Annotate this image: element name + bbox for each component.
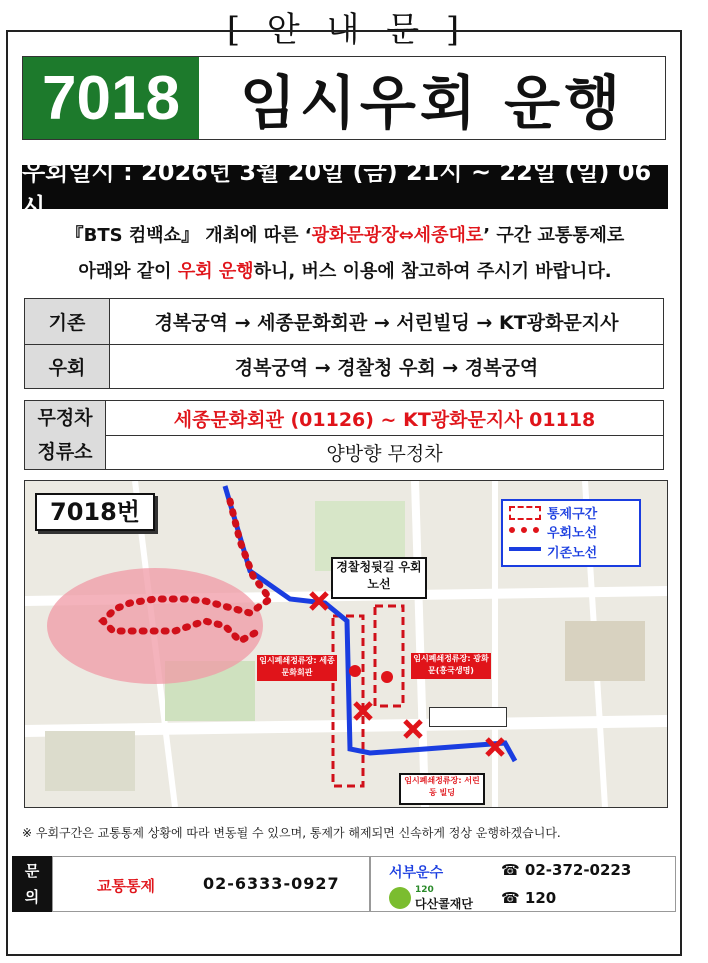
table-row: [25, 345, 664, 389]
header: [22, 56, 666, 140]
desc-highlight: 광화문광장⇔세종대로: [311, 225, 484, 246]
legend-label-control: 통제구간: [547, 507, 598, 522]
existing-route: 경복궁역 → 세종문화회관 → 서린빌딩 → KT광화문지사: [110, 299, 664, 345]
detour-area: [47, 568, 263, 684]
contact-section: [8, 856, 676, 912]
callout-stop-right: 임시폐쇄정류장: 광화문(흥국생명): [411, 653, 491, 679]
legend-label-existing: 기존노선: [547, 546, 598, 561]
callout-stop-left: 임시폐쇄정류장: 세종문화회관: [257, 655, 337, 681]
route-number: 7018: [23, 57, 199, 139]
detour-label: 우회: [25, 345, 110, 389]
legend-label-detour: 우회노선: [547, 526, 598, 541]
legend-swatch-existing: [509, 547, 541, 551]
nonstop-label-line2: 정류소: [37, 441, 93, 463]
nonstop-stops: 세종문화회관 (01126) ~ KT광화문지사 01118: [106, 401, 664, 436]
dasan-name: 다산콜재단: [415, 897, 473, 911]
route-table: [24, 298, 664, 389]
table-row: [25, 436, 664, 470]
contact-label: [12, 856, 52, 912]
map-legend: [501, 499, 641, 567]
dasan-number: 120: [415, 885, 434, 895]
desc-highlight: 우회 운행: [177, 261, 254, 282]
notice-title: [ 안 내 문 ]: [214, 2, 480, 51]
nonstop-label: [25, 401, 106, 470]
dasan-phone: ☎ 120: [501, 889, 557, 907]
detour-route: 경복궁역 → 경찰청 우회 → 경복궁역: [110, 345, 664, 389]
page-title: 임시우회 운행: [239, 69, 625, 137]
company-name: 서부운수: [389, 865, 444, 881]
legend-swatch-control: [509, 506, 541, 520]
contact-label-line2: 의: [24, 888, 40, 906]
detour-map: [24, 480, 668, 808]
description-line-1: [22, 221, 668, 247]
desc-text: 하니, 버스 이용에 참고하여 주시기 바랍니다.: [253, 261, 612, 282]
contact-company-box: [370, 856, 676, 912]
callout-stop-bottom: 임시폐쇄정류장: 서린동 빌딩: [399, 773, 485, 805]
existing-label: 기존: [25, 299, 110, 345]
contact-traffic-box: [52, 856, 370, 912]
description-line-2: [22, 257, 668, 283]
nonstop-direction: 양방향 무정차: [106, 436, 664, 470]
table-row: [25, 299, 664, 345]
nonstop-table: [24, 400, 664, 470]
legend-swatch-detour: [509, 527, 539, 533]
desc-text: ’ 구간 교통통제로: [483, 225, 625, 246]
company-phone: ☎ 02-372-0223: [501, 861, 632, 879]
desc-text: 『BTS 컴백쇼』 개최에 따른 ‘: [65, 225, 312, 246]
traffic-label: 교통통제: [97, 877, 155, 895]
map-route-badge: 7018번: [35, 493, 155, 531]
contact-label-line1: 문: [24, 862, 40, 880]
table-row: [25, 401, 664, 436]
footnote: ※ 우회구간은 교통통제 상황에 따라 변동될 수 있으며, 통제가 해제되면 신속하게 정상 운행하겠습니다.: [22, 826, 561, 840]
dasan-logo-icon: [389, 887, 411, 909]
detour-date-band: 우회일시 : 2026년 3월 20일 (금) 21시 ~ 22일 (일) 06시: [22, 165, 668, 209]
map-blank-box: [429, 707, 507, 727]
traffic-phone: 02-6333-0927: [203, 874, 340, 893]
callout-detour: 경찰청뒷길 우회노선: [331, 557, 427, 599]
nonstop-label-line1: 무정차: [37, 407, 93, 429]
desc-text: 아래와 같이: [78, 261, 178, 282]
